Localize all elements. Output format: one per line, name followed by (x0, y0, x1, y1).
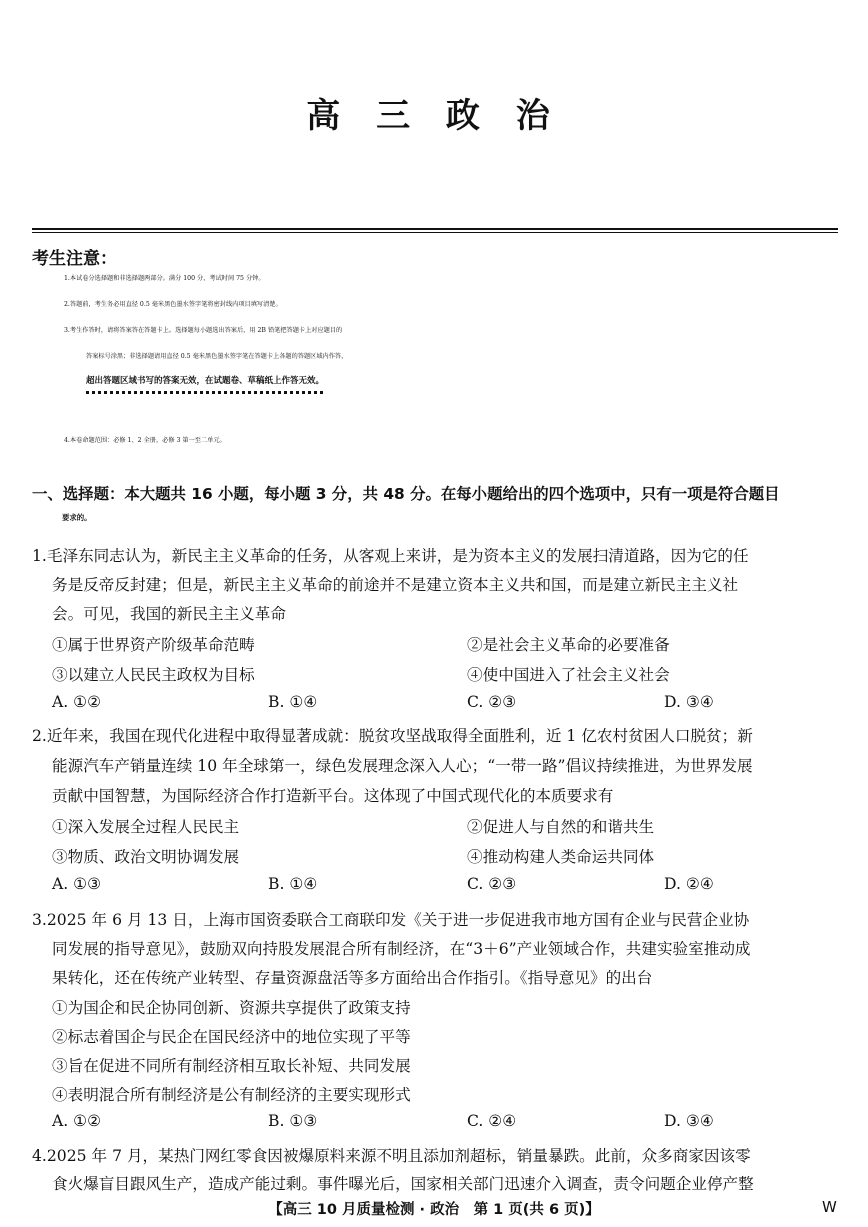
q2-choice-a: A. ①③ (52, 875, 102, 893)
q2-statement-2: ②促进人与自然的和谐共生 (467, 818, 655, 836)
q1-statement-1: ①属于世界资产阶级革命范畴 (52, 636, 255, 654)
notice-item-2: 2.答题前，考生务必用直径 0.5 毫米黑色墨水签字笔将密封线内项目填写清楚。 (64, 301, 282, 308)
q1-statement-4: ④使中国进入了社会主义社会 (467, 666, 670, 684)
q4-stem-line-1: 4.2025 年 7 月，某热门网红零食因被爆原料来源不明且添加剂超标，销量暴跌。此前，众多商家因该零 (32, 1147, 751, 1165)
q1-choice-b: B. ①④ (268, 693, 318, 711)
notice-item-4: 4.本卷命题范围：必修 1、2 全册，必修 3 第一至二单元。 (64, 437, 226, 444)
q4-stem-line-2: 食火爆盲目跟风生产，造成产能过剩。事件曝光后，国家相关部门迅速介入调查，责令问题企业停产整 (52, 1175, 754, 1193)
notice-item-3-cont: 答案标号涂黑；非选择题请用直径 0.5 毫米黑色墨水签字笔在答题卡上各题的答题区域内作答， (86, 353, 348, 360)
page-title: 高 三 政 治 (306, 96, 562, 136)
q1-choice-d: D. ③④ (664, 693, 714, 711)
q3-statement-2: ②标志着国企与民企在国民经济中的地位实现了平等 (52, 1028, 411, 1046)
q2-choice-b: B. ①④ (268, 875, 318, 893)
header-divider-thin (32, 232, 838, 233)
q3-stem-line-2: 同发展的指导意见》，鼓励双向持股发展混合所有制经济，在“3＋6”产业领域合作，共建实验室推动成 (52, 940, 751, 958)
q2-stem-line-3: 贡献中国智慧，为国际经济合作打造新平台。这体现了中国式现代化的本质要求有 (52, 787, 614, 805)
q3-statement-3: ③旨在促进不同所有制经济相互取长补短、共同发展 (52, 1057, 411, 1075)
q2-stem-line-2: 能源汽车产销量连续 10 年全球第一，绿色发展理念深入人心；“一带一路”倡议持续推进，为世界发展 (52, 757, 753, 775)
q1-choice-c: C. ②③ (467, 693, 517, 711)
section-heading: 一、选择题：本大题共 16 小题，每小题 3 分，共 48 分。在每小题给出的四个选项中，只有一项是符合题目 (32, 485, 780, 503)
q1-statement-2: ②是社会主义革命的必要准备 (467, 636, 670, 654)
q1-stem-line-1: 1.毛泽东同志认为，新民主主义革命的任务，从客观上来讲，是为资本主义的发展扫清道路，因为它的任 (32, 547, 749, 565)
q1-stem-line-3: 会。可见，我国的新民主主义革命 (52, 605, 286, 623)
q1-statement-3: ③以建立人民民主政权为目标 (52, 666, 255, 684)
q3-choice-d: D. ③④ (664, 1112, 714, 1130)
header-divider (32, 228, 838, 230)
q2-stem-line-1: 2.近年来，我国在现代化进程中取得显著成就：脱贫攻坚战取得全面胜利，近 1 亿农村贫困人口脱贫；新 (32, 727, 753, 745)
q2-statement-4: ④推动构建人类命运共同体 (467, 848, 655, 866)
q2-statement-1: ①深入发展全过程人民民主 (52, 818, 240, 836)
footer-mark: W (822, 1198, 837, 1216)
q2-choice-c: C. ②③ (467, 875, 517, 893)
q3-choice-a: A. ①② (52, 1112, 102, 1130)
q3-stem-line-3: 果转化，还在传统产业转型、存量资源盘活等多方面给出合作指引。《指导意见》的出台 (52, 969, 653, 987)
q3-stem-line-1: 3.2025 年 6 月 13 日，上海市国资委联合工商联印发《关于进一步促进我市地方国有企业与民营企业协 (32, 911, 750, 929)
notice-emphasis: 超出答题区域书写的答案无效，在试题卷、草稿纸上作答无效。 (86, 376, 325, 386)
q3-choice-c: C. ②④ (467, 1112, 517, 1130)
q3-statement-4: ④表明混合所有制经济是公有制经济的主要实现形式 (52, 1086, 411, 1104)
section-heading-cont: 要求的。 (62, 513, 92, 522)
notice-heading: 考生注意： (32, 249, 117, 269)
q1-choice-a: A. ①② (52, 693, 102, 711)
q2-statement-3: ③物质、政治文明协调发展 (52, 848, 240, 866)
q3-choice-b: B. ①③ (268, 1112, 318, 1130)
page-footer: 【高三 10 月质量检测 · 政治 第 1 页(共 6 页)】 (268, 1202, 600, 1218)
q1-stem-line-2: 务是反帝反封建；但是，新民主主义革命的前途并不是建立资本主义共和国，而是建立新民主主义社 (52, 576, 739, 594)
q2-choice-d: D. ②④ (664, 875, 714, 893)
q3-statement-1: ①为国企和民企协同创新、资源共享提供了政策支持 (52, 999, 411, 1017)
notice-item-1: 1.本试卷分选择题和非选择题两部分。满分 100 分，考试时间 75 分钟。 (64, 275, 265, 282)
notice-item-3: 3.考生作答时，请将答案答在答题卡上。选择题每小题选出答案后，用 2B 铅笔把答题卡上对应题目的 (64, 327, 343, 334)
